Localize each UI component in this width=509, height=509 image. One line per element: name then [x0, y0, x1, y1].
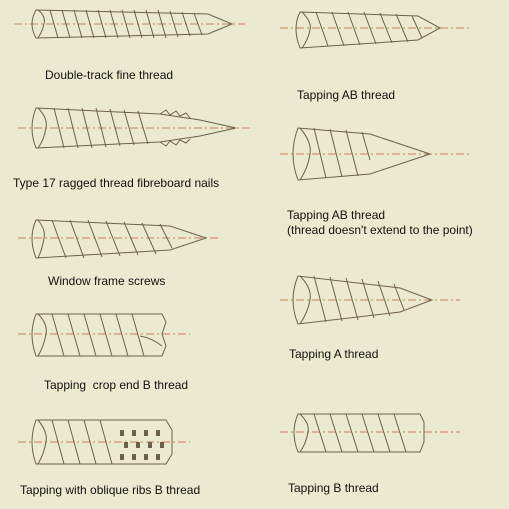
oblique-rib-marks — [120, 430, 164, 460]
screw-tapping-crop-end-b-thread — [18, 314, 190, 356]
caption-type-17-ragged-thread: Type 17 ragged thread fibreboard nails — [13, 176, 220, 190]
caption-double-track-fine-thread: Double-track fine thread — [45, 68, 174, 82]
caption-tapping-ab-thread-no-point-thread: Tapping AB thread (thread doesn't extend to the point) — [287, 208, 473, 237]
screw-tapping-b-thread — [280, 414, 460, 452]
caption-window-frame-screws: Window frame screws — [48, 274, 166, 288]
caption-tapping-crop-end-b-thread: Tapping crop end B thread — [44, 378, 189, 392]
screw-tapping-ab-no-point-thread — [280, 128, 470, 180]
screw-tapping-ab-thread — [280, 12, 470, 48]
screw-double-track-fine-thread — [14, 10, 245, 38]
screw-window-frame — [18, 220, 220, 258]
screw-tapping-a-thread — [280, 276, 460, 324]
caption-tapping-ab-thread: Tapping AB thread — [297, 88, 396, 102]
caption-tapping-oblique-ribs-b-thread: Tapping with oblique ribs B thread — [20, 483, 201, 497]
caption-tapping-b-thread: Tapping B thread — [288, 481, 379, 495]
caption-tapping-a-thread: Tapping A thread — [289, 347, 379, 361]
screw-tapping-oblique-ribs-b-thread — [18, 420, 190, 464]
screw-type-17-ragged-thread — [18, 108, 250, 148]
